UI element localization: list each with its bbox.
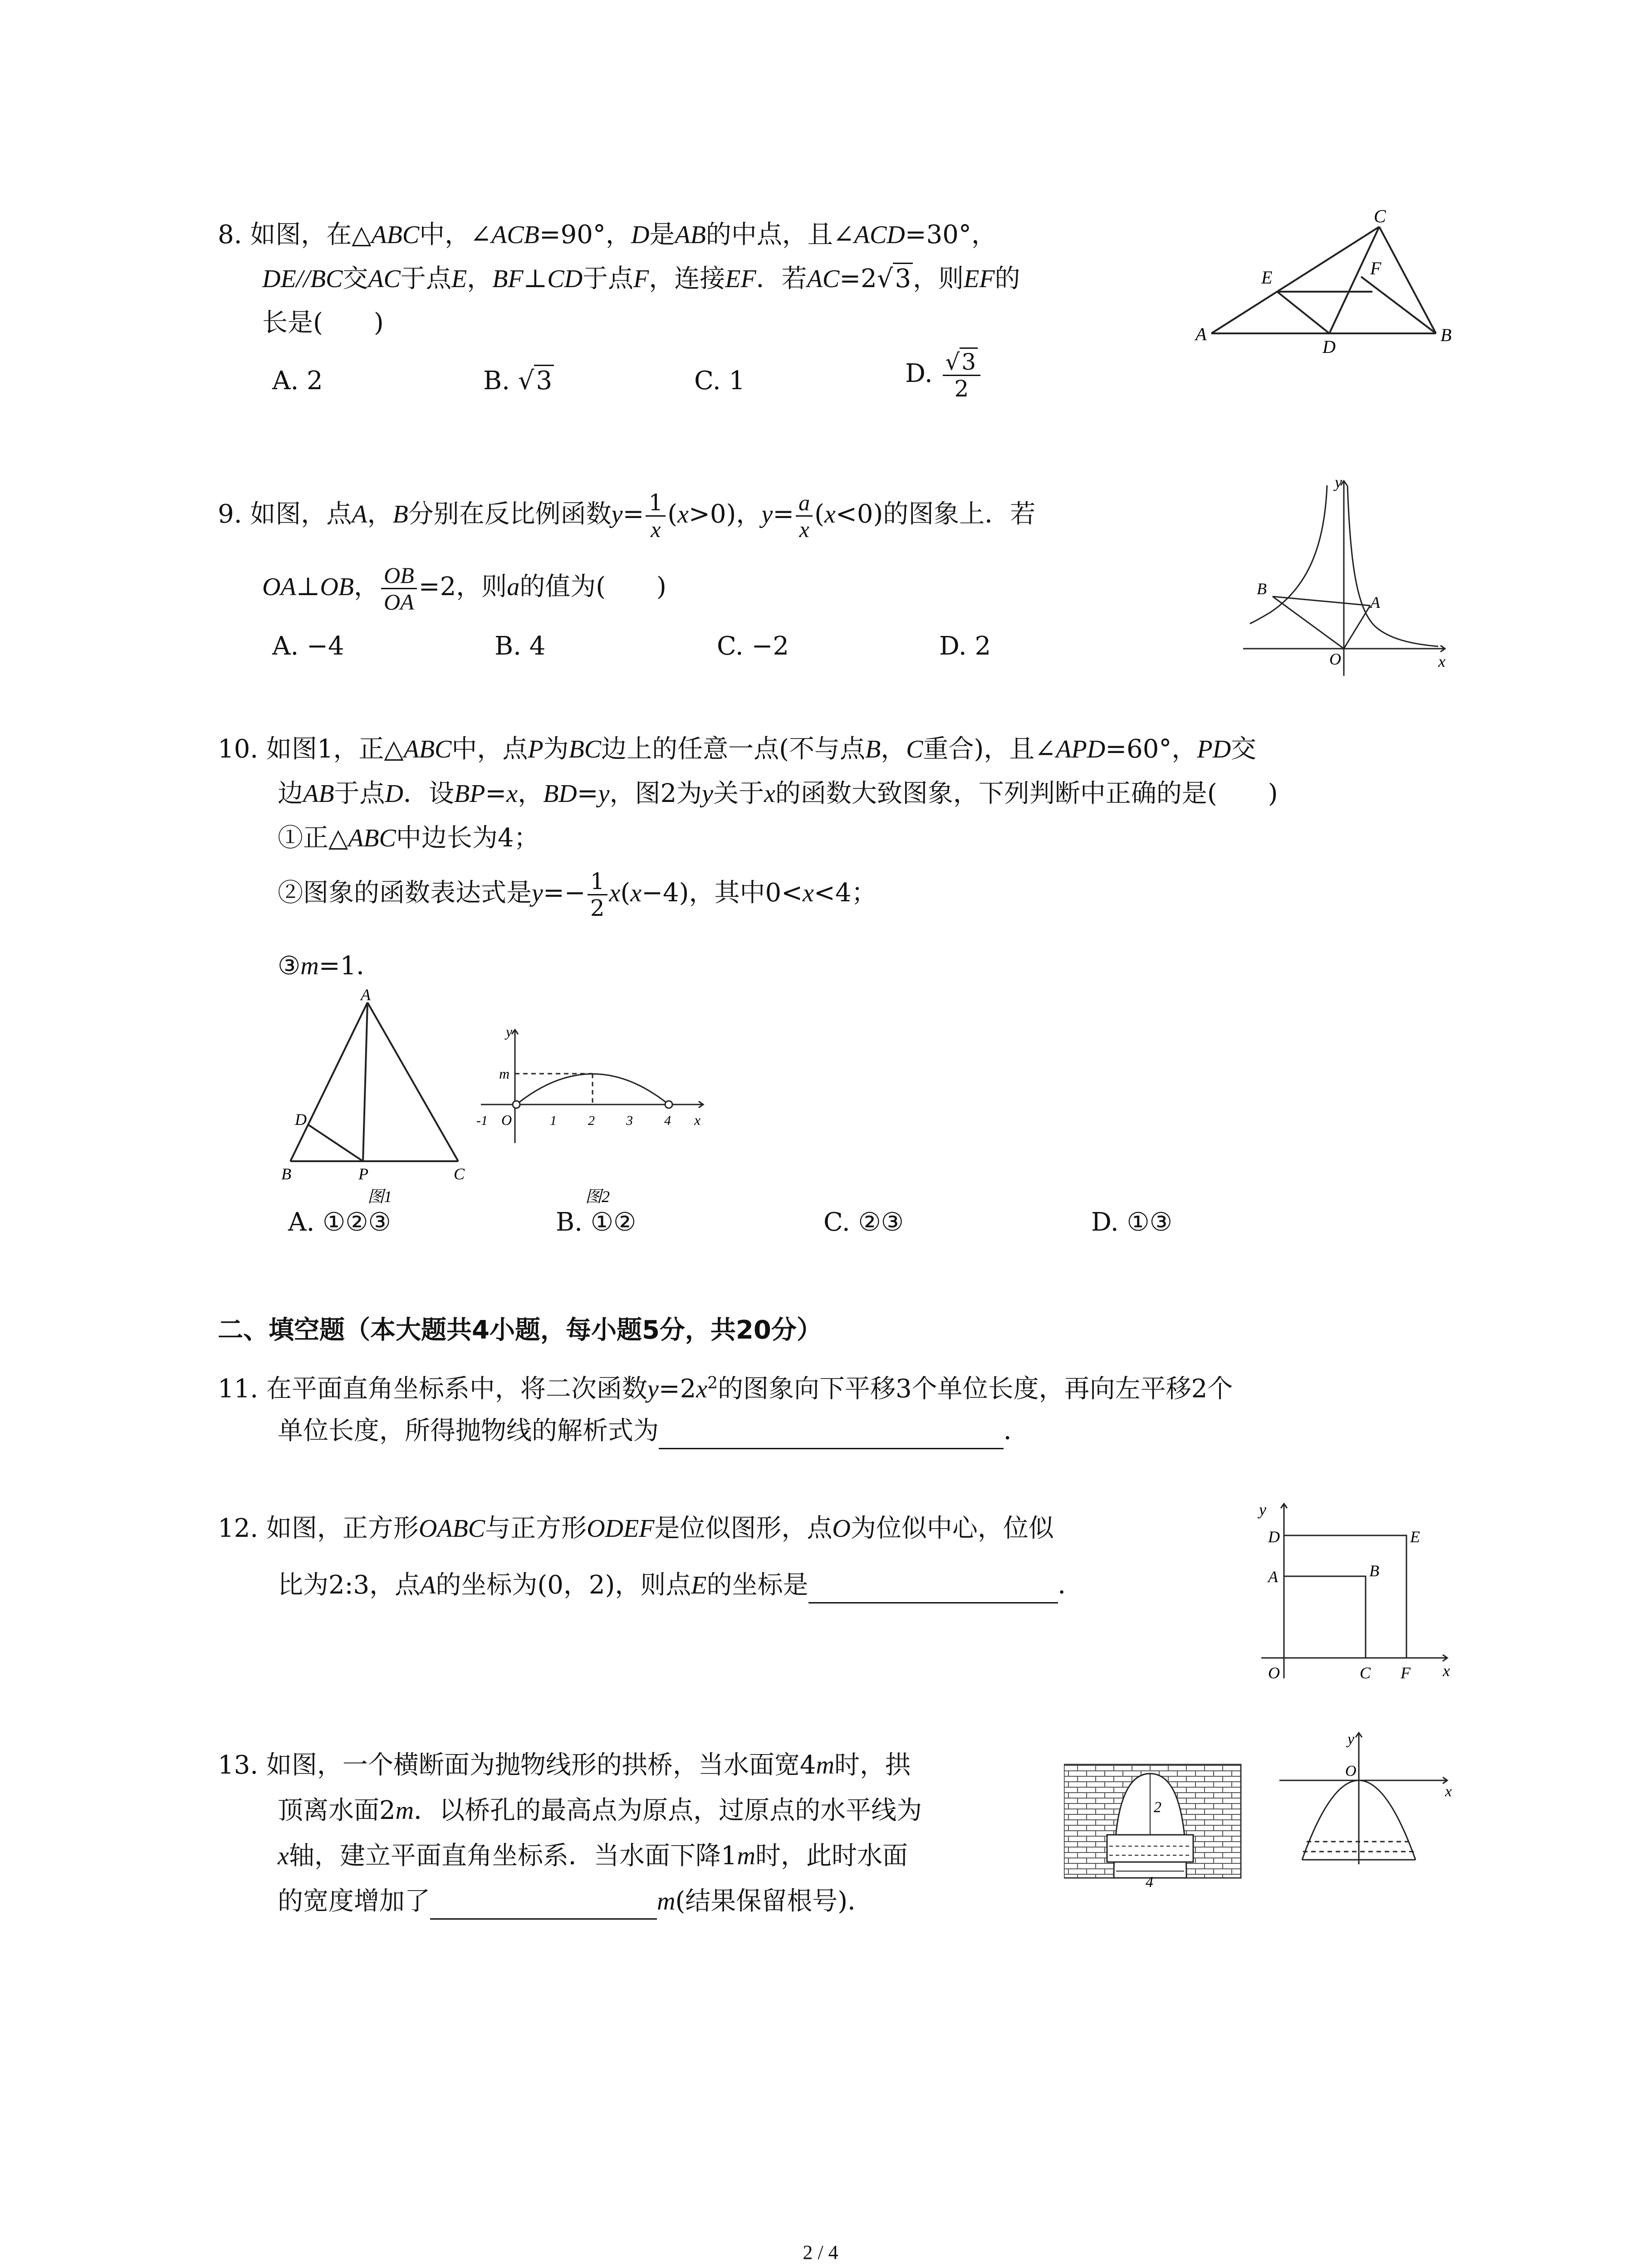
label-c: C: [1360, 1664, 1371, 1682]
q12-squares-figure: [1252, 1497, 1456, 1687]
origin-label: O: [1268, 1664, 1280, 1682]
q12-text: 是位似图形，点: [654, 1514, 833, 1543]
fraction: [381, 562, 417, 615]
q10-option-c: [823, 1204, 904, 1241]
axis-y-label: y: [1335, 473, 1342, 491]
q10-text: P: [528, 735, 544, 763]
q13-text: m: [395, 1797, 414, 1825]
option-text: B. 4: [495, 631, 546, 661]
q10-text: =60°，: [1105, 734, 1197, 764]
q12-line1: [218, 1510, 1054, 1547]
q12-line2: [278, 1567, 1083, 1603]
q13-text: 顶离水面2: [278, 1796, 396, 1825]
q8-option-b: [483, 363, 554, 399]
q10-statement-2: [278, 869, 877, 921]
option-text: B.: [483, 366, 510, 396]
q8-triangle-figure: [1189, 209, 1461, 358]
label-c: C: [454, 1165, 465, 1183]
q13-text: 的宽度增加了: [278, 1887, 430, 1916]
q10-text: x: [506, 780, 518, 808]
q12-text: 12. 如图，正方形: [218, 1514, 419, 1543]
q8-text: //: [296, 265, 310, 293]
label-e: E: [1410, 1528, 1420, 1546]
q8-text: 于点: [400, 264, 451, 293]
q9-option-d: [939, 628, 991, 665]
q9-text: ⊥: [296, 572, 320, 601]
q8-text: ⊥: [523, 264, 548, 293]
q11-text: 11. 在平面直角坐标系中，将二次函数: [218, 1374, 647, 1404]
q11-text: =2: [658, 1374, 696, 1404]
fraction: [588, 869, 607, 921]
q11-text: y: [647, 1375, 659, 1403]
q11-line2: [278, 1413, 1029, 1449]
label-a: A: [1195, 324, 1207, 344]
q9-text: OA: [262, 573, 296, 601]
q10-text: x: [630, 879, 642, 907]
q10-text: (: [620, 878, 631, 908]
q9-option-c: [717, 628, 789, 665]
axis-y-label: y: [506, 1023, 513, 1040]
q10-text: ，图2为: [609, 779, 702, 808]
q9-text: =: [773, 499, 794, 529]
q8-text: =2: [839, 264, 877, 293]
q8-text: 是: [649, 220, 675, 249]
q9-text: x: [651, 517, 661, 542]
label-d: D: [1323, 337, 1336, 357]
axis-y-label: y: [1259, 1501, 1266, 1519]
q8-option-d: [905, 349, 982, 401]
q10-text: 中边长为4；: [396, 823, 539, 853]
q9-text: a: [507, 573, 520, 601]
q13-line4: [278, 1883, 873, 1920]
q13-parabola-figure: [1275, 1728, 1456, 1878]
q13-line2: [278, 1793, 922, 1829]
q12-text: OABC: [418, 1515, 485, 1543]
q9-line1: [218, 490, 1035, 542]
q11-text: ．: [1004, 1416, 1029, 1446]
option-text: A. −4: [272, 631, 344, 661]
q10-text: 重合)，且∠: [923, 734, 1056, 764]
q8-text: 的中点，且∠: [705, 220, 854, 249]
q9-text: 1: [646, 490, 666, 517]
axis-y-label: y: [1347, 1731, 1355, 1748]
q10-text: 为: [543, 734, 569, 764]
q8-option-c: [694, 363, 745, 399]
q10-text: y: [532, 879, 543, 907]
q9-text: 分别在反比例函数: [408, 499, 612, 529]
q13-text: 13. 如图，一个横断面为抛物线形的拱桥，当水面宽4: [218, 1750, 816, 1780]
option-text: A. 2: [272, 366, 323, 396]
q10-text: y: [702, 780, 714, 808]
q9-text: OA: [383, 589, 414, 615]
q8-text: BF: [492, 265, 524, 293]
q10-text: x: [764, 780, 775, 808]
q8-text: D: [631, 221, 650, 249]
q10-text: ①正△: [278, 823, 348, 853]
q10-text: 2: [590, 895, 605, 921]
option-text: 2: [954, 376, 969, 402]
q8-text: ，连接: [649, 264, 725, 293]
q11-text: 单位长度，所得抛物线的解析式为: [278, 1416, 659, 1446]
q9-text: x: [824, 500, 836, 528]
label-m: m: [499, 1066, 510, 1082]
label-b: B: [281, 1165, 291, 1183]
q8-text: 的: [994, 264, 1020, 293]
q13-line1: [218, 1747, 911, 1784]
q8-text: 长是( ): [262, 308, 384, 337]
q8-text: ，则: [913, 264, 964, 293]
q8-text: AC: [807, 265, 840, 293]
q9-text: x: [799, 517, 809, 542]
q13-text: 轴，建立平面直角坐标系．当水面下降1: [289, 1841, 737, 1871]
q8-line3: [262, 305, 384, 341]
q10-text: 于点: [334, 779, 385, 808]
option-text: C. 1: [694, 366, 745, 396]
option-text: C. ②③: [823, 1207, 904, 1237]
option-text: 3: [534, 365, 554, 396]
figure-caption: 图2: [585, 1188, 610, 1206]
q13-text: (结果保留根号)．: [675, 1887, 873, 1916]
tick-1: 1: [550, 1113, 557, 1128]
q8-text: AC: [368, 265, 401, 293]
q10-text: x: [609, 879, 621, 907]
q10-text: ②图象的函数表达式是: [278, 878, 532, 908]
q9-text: OB: [381, 562, 417, 589]
q8-text: =30°，: [905, 220, 997, 249]
q11-text: x: [696, 1375, 708, 1403]
q8-option-a: [272, 363, 323, 399]
height-label: 2: [1154, 1799, 1161, 1816]
q10-text: =−: [543, 878, 586, 908]
q13-text: m: [816, 1751, 834, 1779]
q10-text: C: [906, 735, 923, 763]
q10-figure-2: [472, 1021, 717, 1207]
q10-text: 10. 如图1，正△: [218, 734, 404, 764]
q8-text: CD: [547, 265, 583, 293]
q9-text: ，: [367, 499, 393, 529]
q12-text: 的坐标是: [706, 1570, 808, 1600]
q10-option-d: [1091, 1204, 1172, 1241]
answer-blank[interactable]: [659, 1419, 1004, 1449]
q9-text: a: [796, 490, 813, 517]
q10-text: x: [803, 879, 814, 907]
q12-text: 比为2:3，点: [278, 1570, 421, 1600]
q10-text: ，: [881, 734, 906, 764]
q13-text: m: [657, 1887, 676, 1916]
q8-text: ABC: [371, 221, 420, 249]
q9-text: A: [352, 500, 367, 528]
q10-text: 交: [1231, 734, 1257, 764]
q8-text: F: [633, 265, 649, 293]
option-text: B. ①②: [556, 1207, 637, 1237]
q10-text: 关于: [713, 779, 764, 808]
q10-text: m: [300, 952, 319, 980]
q11-line1: [218, 1365, 1233, 1408]
option-text: D. ①③: [1091, 1207, 1172, 1237]
q10-text: =1．: [318, 951, 382, 981]
q13-bridge-figure: [1064, 1760, 1245, 1892]
q8-text: =90°，: [539, 220, 631, 249]
q10-text: AB: [303, 780, 334, 808]
q9-hyperbola-figure: [1239, 472, 1452, 680]
q13-text: x: [278, 1842, 289, 1870]
q9-text: y: [761, 500, 773, 528]
q10-text: PD: [1197, 735, 1231, 763]
q10-text: APD: [1056, 735, 1106, 763]
q9-text: (: [814, 499, 825, 529]
q8-line2: [262, 261, 1020, 297]
q8-text: 中，∠: [419, 220, 491, 249]
q10-option-b: [556, 1204, 636, 1241]
label-c: C: [1374, 209, 1386, 226]
q10-text: 边上的任意一点(不与点: [601, 734, 865, 764]
q8-text: AB: [675, 221, 706, 249]
label-f: F: [1401, 1664, 1411, 1682]
option-text: A. ①②③: [288, 1207, 391, 1237]
tick-3: 3: [626, 1113, 633, 1128]
q10-statement-3: [278, 948, 382, 984]
q9-text: <0)的图象上．若: [835, 499, 1036, 529]
label-a: A: [1370, 593, 1380, 611]
q10-text: ABC: [348, 824, 396, 852]
fraction: [796, 490, 813, 542]
q10-line1: [218, 731, 1256, 767]
q10-text: =: [577, 779, 598, 808]
option-text: C. −2: [717, 631, 789, 661]
axis-x-label: x: [1445, 1783, 1452, 1800]
q8-text: ACB: [491, 221, 539, 249]
page-number: 2 / 4: [803, 2241, 838, 2263]
q10-text: <4；: [813, 878, 877, 908]
q10-text: y: [598, 780, 610, 808]
origin-label: O: [1329, 650, 1341, 668]
q8-text: EF: [964, 265, 995, 293]
q10-text: ，: [518, 779, 544, 808]
label-f: F: [1370, 258, 1381, 279]
q10-statement-1: [278, 820, 539, 856]
q10-text: BC: [568, 735, 602, 763]
q8-line1: [218, 217, 997, 253]
label-e: E: [1261, 267, 1273, 288]
label-b: B: [1440, 325, 1452, 345]
figure-caption: 图1: [367, 1188, 392, 1206]
q8-text: 3: [893, 263, 913, 293]
q8-text: ACD: [854, 221, 905, 249]
q10-text: 中，点: [451, 734, 528, 764]
q12-text: ．: [1058, 1570, 1083, 1600]
q8-text: EF: [725, 265, 756, 293]
q11-text: 2: [707, 1374, 718, 1393]
q9-line2: [262, 562, 666, 615]
label-d: D: [295, 1110, 307, 1129]
q13-text: 时，拱: [834, 1750, 911, 1780]
option-text: D.: [905, 359, 933, 388]
q9-option-b: [495, 628, 545, 665]
q9-text: =2，则: [418, 572, 507, 601]
option-text: D. 2: [939, 631, 991, 661]
q8-text: E: [451, 265, 467, 293]
fraction: $\frac{√3}{2}$: [943, 349, 981, 401]
q10-text: 边: [278, 779, 303, 808]
q12-text: E: [691, 1571, 707, 1599]
sqrt-symbol: √3: [877, 261, 913, 297]
q12-text: ODEF: [587, 1515, 655, 1543]
label-d: D: [1268, 1528, 1280, 1546]
label-a: A: [361, 989, 371, 1004]
q8-text: DE: [262, 265, 296, 293]
tick-neg1: -1: [476, 1113, 488, 1128]
q8-text: ，: [467, 264, 493, 293]
origin-label: O: [501, 1112, 512, 1128]
q10-text: ．设: [403, 779, 454, 808]
q10-option-a: [288, 1204, 391, 1241]
q9-text: >0)，: [688, 499, 762, 529]
q9-text: =: [622, 499, 644, 529]
q12-text: 为位似中心，位似: [850, 1514, 1054, 1543]
tick-4: 4: [664, 1113, 671, 1128]
width-label: 4: [1146, 1874, 1153, 1891]
q8-text: BC: [310, 265, 343, 293]
q10-text: D: [385, 780, 403, 808]
q9-text: OB: [320, 573, 354, 601]
q8-text: 8. 如图，在△: [218, 220, 372, 249]
q10-text: B: [865, 735, 881, 763]
q10-text: BP: [454, 780, 485, 808]
q10-text: −4)，其中0<: [642, 878, 803, 908]
answer-blank[interactable]: [430, 1889, 657, 1920]
tick-2: 2: [588, 1113, 595, 1128]
q9-option-a: [272, 628, 344, 665]
q8-text: 交: [343, 264, 368, 293]
axis-x-label: x: [1443, 1662, 1450, 1680]
axis-x-label: x: [1438, 652, 1445, 670]
q9-text: (: [667, 499, 678, 529]
q9-text: 9. 如图，点: [218, 499, 352, 529]
q12-text: A: [420, 1571, 436, 1599]
q8-text: 于点: [583, 264, 634, 293]
option-text: 3: [960, 347, 978, 375]
q10-text: ③: [278, 951, 301, 981]
q13-text: 时，此时水面: [755, 1841, 908, 1871]
q10-text: ABC: [403, 735, 452, 763]
q10-text: 的函数大致图象，下列判断中正确的是( ): [775, 779, 1278, 808]
q13-text: m: [737, 1842, 755, 1870]
q10-text: 1: [588, 869, 607, 895]
label-a: A: [1268, 1568, 1278, 1586]
q10-text: =: [485, 779, 507, 808]
axis-x-label: x: [694, 1112, 701, 1128]
q10-line2: [278, 776, 1278, 812]
label-b: B: [1257, 580, 1267, 598]
label-b: B: [1369, 1562, 1379, 1580]
q9-text: y: [611, 500, 623, 528]
origin-label: O: [1345, 1763, 1357, 1779]
section-heading: 二、填空题（本大题共4小题，每小题5分，共20分）: [218, 1315, 822, 1345]
q9-text: B: [392, 500, 408, 528]
q8-text: ．若: [756, 264, 807, 293]
q13-line3: [278, 1838, 908, 1874]
q11-text: 的图象向下平移3个单位长度，再向左平移2个: [718, 1374, 1233, 1404]
sqrt-symbol: √3: [518, 363, 554, 399]
fraction: [646, 490, 666, 542]
q12-text: 的坐标为(0，2)，则点: [436, 1570, 691, 1600]
q13-text: ．以桥孔的最高点为原点，过原点的水平线为: [414, 1796, 922, 1825]
q10-text: BD: [543, 780, 577, 808]
q9-text: 的值为( ): [519, 572, 666, 601]
label-p: P: [358, 1165, 368, 1183]
q12-text: O: [832, 1515, 851, 1543]
answer-blank[interactable]: [808, 1573, 1058, 1603]
q10-figure-1: [272, 989, 481, 1207]
q12-text: 与正方形: [485, 1514, 587, 1543]
q9-text: x: [677, 500, 689, 528]
q9-text: ，: [353, 572, 379, 601]
